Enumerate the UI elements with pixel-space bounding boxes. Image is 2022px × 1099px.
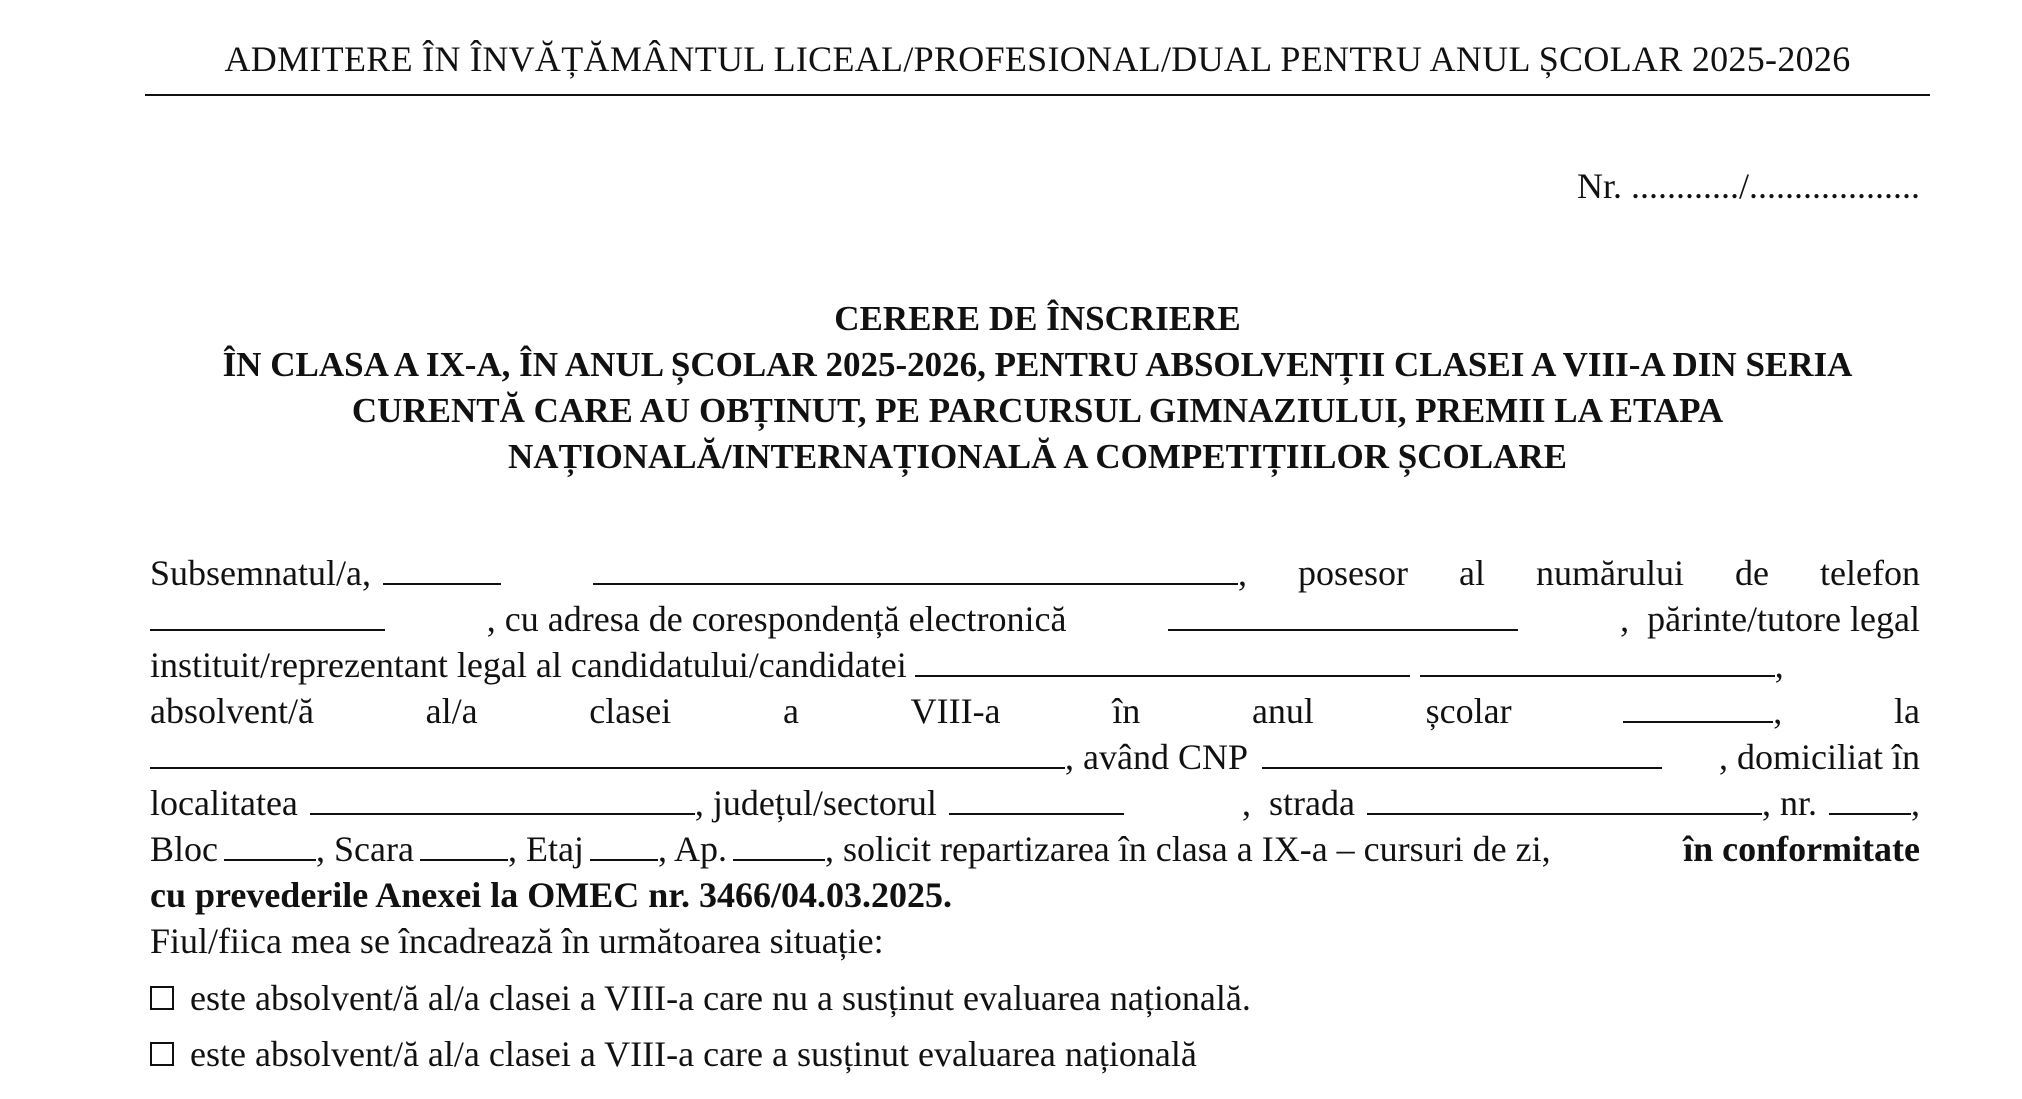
label-cu-adresa: , cu adresa de corespondență electronică bbox=[486, 599, 1067, 639]
form-line-9 bbox=[150, 918, 1920, 964]
header-rule bbox=[145, 94, 1930, 96]
label-anul: anul bbox=[1251, 691, 1314, 731]
field-judet[interactable] bbox=[949, 783, 1124, 815]
label-bloc: Bloc bbox=[150, 829, 218, 869]
school-year-group bbox=[1623, 688, 1782, 734]
label-posesor: , posesor al numărului de telefon bbox=[1237, 553, 1920, 593]
label-subsemnatul: Subsemnatul/a, bbox=[150, 553, 371, 593]
label-in: în bbox=[1112, 691, 1141, 731]
comma: , bbox=[1911, 783, 1920, 823]
label-absolvent: absolvent/ă bbox=[150, 691, 314, 731]
form-title bbox=[145, 296, 1930, 480]
field-cnp[interactable] bbox=[1262, 737, 1662, 769]
strada-group bbox=[1242, 780, 1920, 826]
field-etaj[interactable] bbox=[590, 829, 658, 861]
field-parent-name[interactable] bbox=[593, 553, 1238, 585]
label-solicit: , solicit repartizarea în clasa a IX-a – cursuri de zi, bbox=[824, 829, 1551, 869]
title-line-4: NAȚIONALĂ/INTERNAȚIONALĂ A COMPETIȚIILOR ȘCOLARE bbox=[508, 437, 1567, 476]
field-strada[interactable] bbox=[1367, 783, 1762, 815]
title-line-1: CERERE DE ÎNSCRIERE bbox=[834, 299, 1241, 338]
field-scara[interactable] bbox=[420, 829, 508, 861]
comma: , bbox=[1774, 645, 1784, 685]
field-email[interactable] bbox=[1168, 599, 1518, 631]
label-prevederile: cu prevederile Anexei la OMEC nr. 3466/04.03.2025. bbox=[150, 875, 952, 915]
label-al-a: al/a bbox=[425, 691, 478, 731]
label-clasei: clasei bbox=[589, 691, 672, 731]
label-a: a bbox=[782, 691, 799, 731]
label-localitatea: localitatea bbox=[150, 783, 298, 823]
checkbox-with-evaluation[interactable] bbox=[150, 1042, 174, 1066]
form-line-4 bbox=[150, 688, 1920, 734]
title-line-3: CURENTĂ CARE AU OBȚINUT, PE PARCURSUL GIMNAZIULUI, PREMII LA ETAPA bbox=[351, 391, 1724, 430]
form-line-7 bbox=[150, 826, 1920, 872]
field-ap[interactable] bbox=[733, 829, 825, 861]
label-ap: , Ap. bbox=[657, 829, 727, 869]
label-fiul: Fiul/fiica mea se încadrează în următoarea situație: bbox=[150, 921, 884, 961]
label-nr: , nr. bbox=[1761, 783, 1817, 823]
label-instituit: instituit/reprezentant legal al candidatului/candidatei bbox=[150, 645, 907, 685]
form-line-8 bbox=[150, 872, 1920, 918]
form-line-5 bbox=[150, 734, 1920, 780]
field-localitate[interactable] bbox=[310, 783, 695, 815]
field-candidate-firstname[interactable] bbox=[1420, 645, 1775, 677]
field-phone[interactable] bbox=[150, 599, 385, 631]
form-body bbox=[150, 550, 1920, 1082]
option-with-evaluation[interactable] bbox=[150, 1026, 1920, 1082]
form-line-6 bbox=[150, 780, 1920, 826]
form-line-2 bbox=[150, 596, 1920, 642]
label-scolar: școlar bbox=[1425, 691, 1512, 731]
field-school-name[interactable] bbox=[150, 737, 1065, 769]
option-label-with-evaluation: este absolvent/ă al/a clasei a VIII-a care a susținut evaluarea națională bbox=[190, 1034, 1197, 1074]
page-header: ADMITERE ÎN ÎNVĂȚĂMÂNTUL LICEAL/PROFESIONAL/DUAL PENTRU ANUL ȘCOLAR 2025-2026 bbox=[224, 39, 1851, 79]
form-line-3 bbox=[150, 642, 1920, 688]
title-line-2: ÎN CLASA A IX-A, ÎN ANUL ȘCOLAR 2025-2026, PENTRU ABSOLVENȚII CLASEI A VIII-A DIN SERIA bbox=[222, 345, 1853, 384]
label-scara: , Scara bbox=[316, 829, 414, 869]
field-nr[interactable] bbox=[1829, 783, 1911, 815]
option-no-evaluation[interactable] bbox=[150, 970, 1920, 1026]
label-judetul: , județul/sectorul bbox=[694, 783, 937, 823]
field-title[interactable] bbox=[383, 553, 501, 585]
label-avand-cnp: , având CNP bbox=[1065, 737, 1248, 777]
checkbox-no-evaluation[interactable] bbox=[150, 986, 174, 1010]
localitate-group bbox=[150, 780, 1124, 826]
label-la: la bbox=[1893, 691, 1920, 731]
label-domiciliat: , domiciliat în bbox=[1719, 737, 1920, 777]
label-etaj: , Etaj bbox=[507, 829, 584, 869]
comma: , bbox=[1773, 691, 1783, 731]
field-bloc[interactable] bbox=[224, 829, 316, 861]
form-line-1 bbox=[150, 550, 1920, 596]
field-school-year[interactable] bbox=[1623, 691, 1773, 723]
registration-number[interactable]: Nr. ............/................... bbox=[1576, 166, 1920, 206]
label-strada: , strada bbox=[1242, 783, 1355, 823]
label-in-conformitate: în conformitate bbox=[1683, 829, 1920, 869]
label-parinte: , părinte/tutore legal bbox=[1620, 599, 1920, 639]
label-viii-a: VIII-a bbox=[910, 691, 1001, 731]
field-candidate-surname[interactable] bbox=[915, 645, 1410, 677]
option-label-no-evaluation: este absolvent/ă al/a clasei a VIII-a care nu a susținut evaluarea națională. bbox=[190, 978, 1251, 1018]
